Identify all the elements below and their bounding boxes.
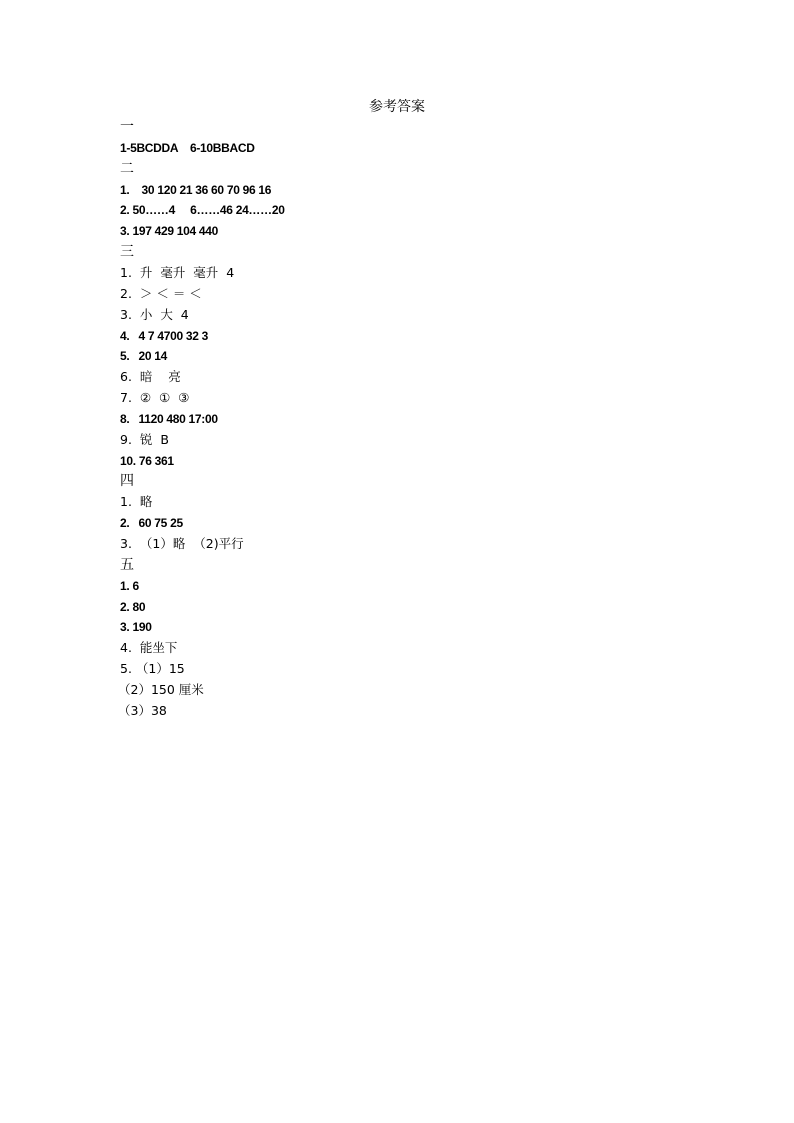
answer-line: 1. 升 毫升 毫升 4 bbox=[120, 264, 235, 280]
answer-line: 6. 暗 亮 bbox=[120, 369, 181, 385]
section-heading: 三 bbox=[120, 244, 134, 261]
section-heading: 二 bbox=[120, 160, 134, 177]
answer-line: 3. （1）略 （2)平行 bbox=[120, 536, 244, 551]
answer-line: （3）38 bbox=[118, 702, 167, 718]
answer-line: 9. 锐 B bbox=[120, 431, 169, 447]
answer-line: （2）150 厘米 bbox=[118, 681, 204, 697]
section-heading: 五 bbox=[120, 556, 134, 573]
answer-line: 1. 30 120 21 36 60 70 96 16 bbox=[120, 182, 272, 197]
answer-line: 1. 6 bbox=[120, 578, 139, 593]
answer-line: 2. 60 75 25 bbox=[120, 516, 183, 531]
answer-line: 10. 76 361 bbox=[120, 453, 174, 468]
answer-line: 5. （1）15 bbox=[120, 661, 185, 677]
answer-line: 2. 50……4 6……46 24……20 bbox=[120, 203, 285, 218]
answer-line: 3. 小 大 4 bbox=[120, 306, 189, 322]
answer-line: 3. 197 429 104 440 bbox=[120, 224, 219, 239]
section-heading: 四 bbox=[120, 473, 134, 490]
answer-line: 3. 190 bbox=[120, 620, 152, 635]
page-title: 参考答案 bbox=[369, 99, 425, 115]
answer-line: 5. 20 14 bbox=[120, 349, 168, 364]
answer-line: 4. 4 7 4700 32 3 bbox=[120, 328, 209, 343]
answer-line: 2. ＞ ＜ ＝ ＜ bbox=[120, 285, 202, 301]
answer-line: 7. ② ① ③ bbox=[120, 390, 190, 406]
answer-line: 4. 能坐下 bbox=[120, 640, 178, 656]
answer-line: 1. 略 bbox=[120, 494, 153, 510]
answer-line: 1-5BCDDA 6-10BBACD bbox=[120, 140, 255, 155]
section-heading: 一 bbox=[120, 119, 134, 135]
answer-line: 8. 1120 480 17:00 bbox=[120, 411, 218, 426]
answer-line: 2. 80 bbox=[120, 599, 146, 614]
answer-list bbox=[120, 0, 740, 1123]
